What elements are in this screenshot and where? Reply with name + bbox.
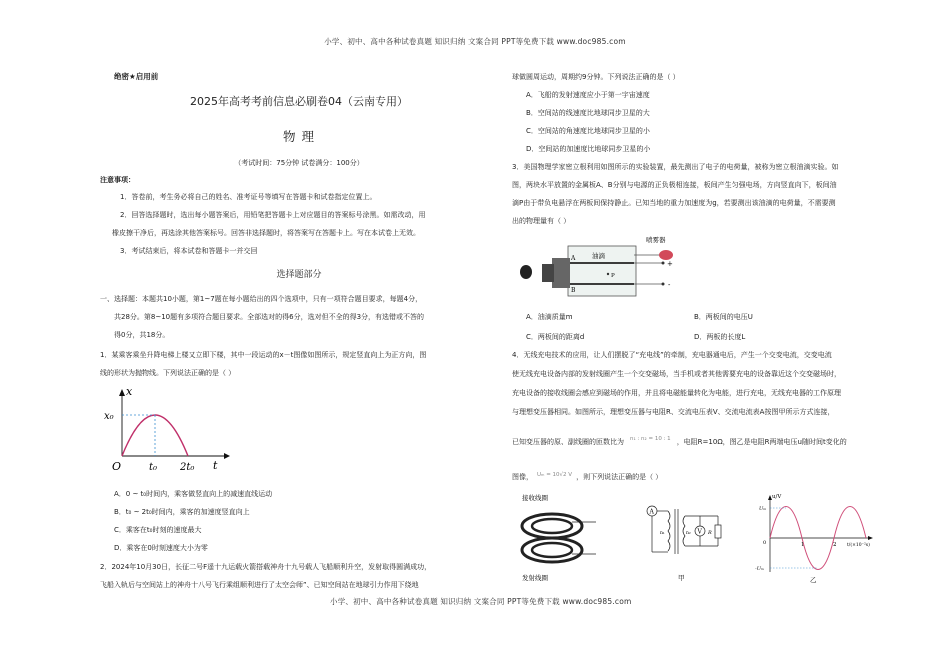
exam-info: （考试时间：75分钟 试卷满分：100分） — [234, 159, 364, 167]
voltmeter-label: V — [697, 528, 702, 536]
plate-b-label: B — [571, 287, 576, 294]
resistor-icon — [715, 525, 721, 538]
microscope-eyepiece — [542, 264, 554, 282]
notice-2: 2．回答选择题时，选出每小题答案后，用铅笔把答题卡上对应题目的答案标号涂黑。如需改动，用 — [120, 211, 426, 219]
label-yi: 乙 — [810, 576, 817, 584]
notice-3: 3．考试结束后，将本试卷和答题卡一并交回 — [120, 247, 258, 255]
q2-line-3: 球做圆周运动，周期约9分钟。下列说法正确的是（ ） — [512, 73, 680, 81]
q1-origin: O — [112, 460, 122, 472]
transformer-circuit — [642, 496, 722, 586]
q1-t-arrow — [224, 453, 230, 459]
tick-2: 2 — [833, 542, 837, 548]
q3-option-d: D．两板的长度L — [694, 333, 746, 341]
plate-a-label: A — [571, 255, 576, 262]
tick-1: 1 — [801, 542, 805, 548]
q1-t0-label: t₀ — [149, 462, 158, 472]
section-intro-2: 共28分。第8~10题有多项符合题目要求。全部选对的得6分，选对但不全的得3分，有选错或不答的 — [114, 313, 425, 321]
um-pos-label: Uₘ — [759, 506, 767, 512]
q4-line-5a: 已知变压器的原、副线圈的匝数比为 — [512, 438, 624, 446]
q1-2t0-label: 2t₀ — [180, 462, 195, 472]
q1-t-label: t — [213, 459, 218, 472]
drop-label: P — [611, 273, 615, 279]
label-jia: 甲 — [678, 574, 685, 582]
q3-line-1: 3．美国物理学家密立根利用如图所示的实验装置，最先测出了电子的电荷量，被称为密立根油滴实验。如 — [512, 163, 839, 171]
page-header: 小学、初中、高中各种试卷真题 知识归纳 文案合同 PPT等免费下载 www.doc985.com — [324, 37, 626, 46]
t-axis-label: t/(×10⁻²s) — [847, 543, 870, 548]
q4-line-3: 充电设备的接收线圈会感应到磁场的作用，并且将电磁能量转化为电能，进行充电，无线充电器的工作原理 — [512, 389, 841, 397]
terminal-positive — [662, 262, 665, 265]
n2-label: n₂ — [686, 531, 691, 536]
q2-option-d: D．空间站的加速度比地球同步卫星的小 — [526, 145, 651, 153]
u-axis-label: u/V — [772, 494, 782, 500]
millikan-apparatus — [512, 230, 702, 310]
q3-option-c: C．两板间的距离d — [526, 333, 585, 341]
q2-line-1: 2．2024年10月30日，长征二号F遥十九运载火箭搭载神舟十九号载人飞船顺利升空，发射取得圆满成功， — [100, 563, 432, 571]
graph-origin: 0 — [763, 540, 767, 546]
secret-label: 绝密★启用前 — [114, 72, 159, 81]
q3-line-2: 图，两块水平放置的金属板A、B分别与电源的正负极相连接，板间产生匀强电场，方向竖直向下，板间油 — [512, 181, 837, 189]
q3-option-b: B．两板间的电压U — [694, 313, 753, 321]
transmit-coil-inner — [532, 543, 572, 557]
oil-drop — [607, 273, 609, 275]
q2-option-c: C．空间站的角速度比地球同步卫星的小 — [526, 127, 650, 135]
ammeter-label: A — [649, 508, 654, 516]
receive-coil-inner — [532, 519, 572, 533]
sprayer-label: 喷雾器 — [646, 236, 666, 244]
graph-t-arrow — [868, 536, 873, 540]
q4-line-6a: 图像， — [512, 473, 533, 481]
q1-option-d: D．乘客在0时刻速度大小为零 — [114, 544, 208, 552]
microscope-body — [552, 258, 570, 288]
q3-option-a: A．油滴质量m — [526, 313, 573, 321]
q4-line-1: 4．无线充电技术的应用，让人们摆脱了“充电线”的牵制，充电器通电后，产生一个交变电流，交变电流 — [512, 351, 832, 359]
q1-x-arrow — [119, 389, 125, 396]
n1-label: n₁ — [660, 531, 665, 536]
transmit-coil-label: 发射线圈 — [522, 574, 548, 582]
q3-line-4: 出的物理量有（ ） — [512, 217, 571, 225]
voltage-time-graph — [750, 490, 890, 586]
resistor-label: R — [708, 530, 712, 536]
subject-title: 物 理 — [283, 129, 315, 144]
q1-line-2: 线的形状为抛物线。下列说法正确的是（ ） — [100, 369, 236, 377]
page-footer: 小学、初中、高中各种试卷真题 知识归纳 文案合同 PPT等免费下载 www.doc985.com — [330, 597, 632, 606]
notice-2-cont: 橡皮擦干净后，再选涂其他答案标号。回答非选择题时，将答案写在答题卡上。写在本试卷上无效。 — [112, 229, 420, 237]
q4-turns-ratio: n₁ : n₂ = 10 : 1 — [630, 436, 671, 442]
q1-xt-graph — [102, 382, 232, 472]
q2-line-2: 飞船入轨后与空间站上的神舟十八号飞行乘组顺利进行了太空会师”、已知空间站在地球引力作用下绕地 — [100, 581, 419, 589]
notice-1: 1．答卷前，考生务必将自己的姓名、准考证号等填写在答题卡和试卷指定位置上。 — [120, 193, 377, 201]
q2-option-a: A．飞船的发射速度应小于第一宇宙速度 — [526, 91, 650, 99]
q1-option-b: B．t₀ ~ 2t₀时间内，乘客的加速度竖直向上 — [114, 508, 250, 516]
minus-label: - — [668, 281, 671, 289]
primary-coil — [668, 511, 670, 551]
q1-option-c: C．乘客在t₀时刻的速度最大 — [114, 526, 202, 534]
exam-title: 2025年高考考前信息必刷卷04（云南专用） — [190, 95, 408, 108]
terminal-negative — [662, 283, 665, 286]
notice-title: 注意事项： — [100, 176, 135, 184]
section-intro-1: 一、选择题：本题共10小题，第1~7题在每小题给出的四个选项中，只有一项符合题目要求，每题4分， — [100, 295, 423, 303]
q1-y-label: x — [126, 385, 133, 398]
sprayer-bulb — [659, 250, 673, 260]
q1-line-1: 1．某乘客乘坐升降电梯上楼又立即下楼，其中一段运动的x－t图像如图所示，规定竖直向上为正方向，图 — [100, 351, 427, 359]
receive-coil-label: 接收线圈 — [522, 494, 548, 502]
q4-line-6b: ，则下列说法正确的是（ ） — [576, 473, 663, 481]
wireless-coils — [512, 492, 632, 582]
secondary-coil — [683, 516, 685, 546]
q2-option-b: B．空间站的线速度比地球同步卫星的大 — [526, 109, 650, 117]
section-title: 选择题部分 — [276, 270, 322, 280]
q4-line-4: 与理想变压器相同。如图所示，理想变压器与电阻R、交流电压表V、交流电流表A按图甲所示方式连接， — [512, 408, 835, 416]
q1-x0-label: x₀ — [104, 411, 114, 422]
plus-label: + — [667, 260, 673, 268]
um-neg-label: -Uₘ — [755, 566, 764, 572]
oil-label: 油滴 — [592, 252, 605, 260]
q1-option-a: A．0 ~ t₀时间内，乘客做竖直向上的减速直线运动 — [114, 490, 273, 498]
q4-um-formula: Uₘ = 10√2 V — [537, 472, 573, 478]
q4-line-5 — [512, 436, 847, 447]
q3-line-3: 滴P由于带负电悬浮在两板间保持静止。已知当地的重力加速度为g，若要测出该油滴的电荷量，不需要测 — [512, 199, 836, 207]
q4-line-2: 使无线充电设备内部的发射线圈产生一个交变磁场，当手机或者其他需要充电的设备靠近这个交变磁场时， — [512, 370, 841, 378]
q4-line-5b: ，电阻R=10Ω，图乙是电阻R两端电压u随时间t变化的 — [676, 438, 847, 446]
eye-icon — [520, 265, 532, 279]
section-intro-3: 得0分，共18分。 — [114, 331, 170, 339]
q4-line-6 — [512, 472, 662, 482]
